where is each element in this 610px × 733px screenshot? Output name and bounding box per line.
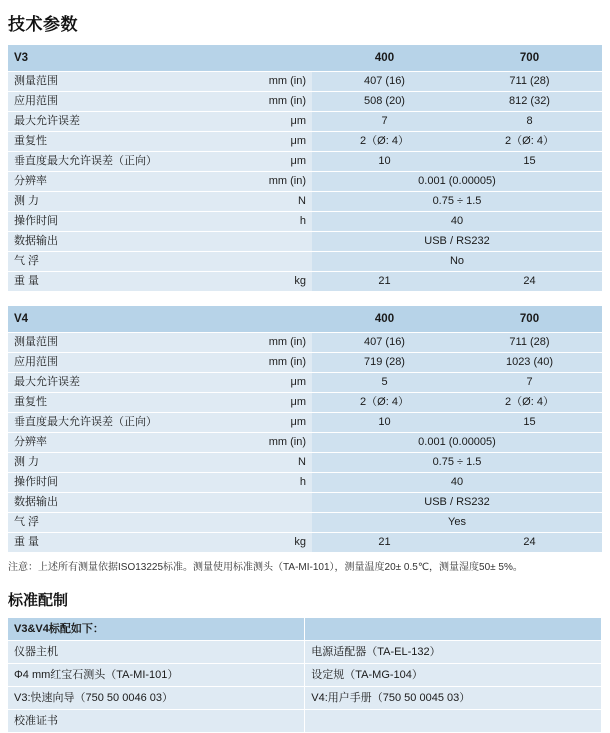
row-unit: μm — [236, 112, 312, 132]
table-row — [8, 132, 602, 152]
config-item-right: 电源适配器（TA-EL-132） — [305, 641, 602, 664]
spec-table-v3-head — [8, 45, 602, 72]
table-row — [8, 393, 602, 413]
table-row — [8, 493, 602, 513]
row-label: 测 力 — [8, 192, 236, 212]
row-unit: h — [236, 473, 312, 493]
model-400-header: 400 — [312, 45, 457, 72]
row-unit — [236, 252, 312, 272]
config-title: 标准配制 — [8, 592, 69, 609]
config-item-right — [305, 710, 602, 733]
row-unit: mm (in) — [236, 172, 312, 192]
row-value-700: 2（Ø: 4） — [457, 393, 602, 413]
table-row — [8, 333, 602, 353]
row-unit — [236, 493, 312, 513]
row-value-400: 10 — [312, 413, 457, 433]
table-row — [8, 92, 602, 112]
row-value-400: 21 — [312, 533, 457, 553]
config-item-left: Φ4 mm红宝石测头（TA-MI-101） — [8, 664, 305, 687]
row-unit — [236, 513, 312, 533]
row-value-400: 5 — [312, 373, 457, 393]
row-label: 重 量 — [8, 533, 236, 553]
row-value-700: 24 — [457, 533, 602, 553]
model-family-label: V4 — [8, 306, 236, 333]
table-row — [8, 252, 602, 272]
row-label: 垂直度最大允许误差（正向） — [8, 152, 236, 172]
table-row — [8, 272, 602, 292]
row-value-700: 24 — [457, 272, 602, 292]
row-unit: kg — [236, 272, 312, 292]
row-value-400: 2（Ø: 4） — [312, 393, 457, 413]
row-label: 垂直度最大允许误差（正向） — [8, 413, 236, 433]
spec-table-v3-body — [8, 72, 602, 292]
row-label: 最大允许误差 — [8, 112, 236, 132]
config-item-left: 校准证书 — [8, 710, 305, 733]
table-row — [8, 433, 602, 453]
row-label: 重复性 — [8, 393, 236, 413]
table-row — [8, 413, 602, 433]
config-row — [8, 687, 602, 710]
config-item-left: 仪器主机 — [8, 641, 305, 664]
row-unit: μm — [236, 393, 312, 413]
row-label: 最大允许误差 — [8, 373, 236, 393]
row-value-700: 711 (28) — [457, 333, 602, 353]
row-label: 测 力 — [8, 453, 236, 473]
row-value-700: 812 (32) — [457, 92, 602, 112]
document-page — [0, 10, 610, 733]
table-row — [8, 513, 602, 533]
unit-header — [236, 45, 312, 72]
table-spacer — [0, 292, 610, 306]
table-row — [8, 373, 602, 393]
row-unit: mm (in) — [236, 92, 312, 112]
spec-table-v4-head — [8, 306, 602, 333]
standard-configuration-body — [8, 618, 602, 733]
row-label: 气 浮 — [8, 252, 236, 272]
row-value-400: 7 — [312, 112, 457, 132]
row-value-400: 407 (16) — [312, 72, 457, 92]
row-value-700: 15 — [457, 152, 602, 172]
row-label: 气 浮 — [8, 513, 236, 533]
row-unit: h — [236, 212, 312, 232]
page-title: 技术参数 — [8, 15, 78, 34]
row-value-400: 21 — [312, 272, 457, 292]
row-value-combined: USB / RS232 — [312, 232, 602, 252]
model-400-header: 400 — [312, 306, 457, 333]
row-unit: mm (in) — [236, 72, 312, 92]
row-value-700: 711 (28) — [457, 72, 602, 92]
row-value-700: 8 — [457, 112, 602, 132]
config-header-row — [8, 618, 602, 641]
table-row — [8, 192, 602, 212]
row-value-700: 15 — [457, 413, 602, 433]
row-value-combined: 0.75 ÷ 1.5 — [312, 453, 602, 473]
table-header-row — [8, 45, 602, 72]
row-unit: mm (in) — [236, 333, 312, 353]
row-value-400: 10 — [312, 152, 457, 172]
table-row — [8, 112, 602, 132]
row-label: 应用范围 — [8, 92, 236, 112]
row-value-combined: 0.001 (0.00005) — [312, 433, 602, 453]
row-value-400: 719 (28) — [312, 353, 457, 373]
row-unit: μm — [236, 373, 312, 393]
row-value-combined: 40 — [312, 212, 602, 232]
config-row — [8, 710, 602, 733]
row-label: 重 量 — [8, 272, 236, 292]
row-label: 操作时间 — [8, 212, 236, 232]
config-item-right: 设定规（TA-MG-104） — [305, 664, 602, 687]
row-label: 应用范围 — [8, 353, 236, 373]
table-row — [8, 473, 602, 493]
table-row — [8, 212, 602, 232]
config-header-label: V3&V4标配如下： — [8, 618, 305, 641]
row-value-combined: No — [312, 252, 602, 272]
config-row — [8, 641, 602, 664]
spec-table-v4-body — [8, 333, 602, 553]
row-label: 重复性 — [8, 132, 236, 152]
model-700-header: 700 — [457, 45, 602, 72]
table-row — [8, 152, 602, 172]
config-item-left: V3:快速向导（750 50 0046 03） — [8, 687, 305, 710]
config-row — [8, 664, 602, 687]
spec-table-v3 — [8, 45, 602, 292]
table-row — [8, 353, 602, 373]
row-value-combined: 0.001 (0.00005) — [312, 172, 602, 192]
row-value-700: 7 — [457, 373, 602, 393]
config-header-right — [305, 618, 602, 641]
row-label: 分辨率 — [8, 172, 236, 192]
row-unit: mm (in) — [236, 433, 312, 453]
row-value-400: 407 (16) — [312, 333, 457, 353]
row-value-700: 1023 (40) — [457, 353, 602, 373]
model-700-header: 700 — [457, 306, 602, 333]
row-label: 操作时间 — [8, 473, 236, 493]
footnote: 注意：上述所有测量依据ISO13225标准。测量使用标准测头（TA-MI-101），测量温度20± 0.5℃，测量湿度50± 5%。 — [8, 562, 523, 573]
row-unit: kg — [236, 533, 312, 553]
row-unit: μm — [236, 152, 312, 172]
row-label: 分辨率 — [8, 433, 236, 453]
row-label: 测量范围 — [8, 72, 236, 92]
row-unit: N — [236, 192, 312, 212]
table-row — [8, 232, 602, 252]
row-value-combined: 0.75 ÷ 1.5 — [312, 192, 602, 212]
row-value-combined: USB / RS232 — [312, 493, 602, 513]
row-value-combined: Yes — [312, 513, 602, 533]
table-row — [8, 533, 602, 553]
unit-header — [236, 306, 312, 333]
row-value-700: 2（Ø: 4） — [457, 132, 602, 152]
row-unit — [236, 232, 312, 252]
row-label: 数据输出 — [8, 493, 236, 513]
row-label: 测量范围 — [8, 333, 236, 353]
row-unit: μm — [236, 413, 312, 433]
row-value-400: 508 (20) — [312, 92, 457, 112]
table-row — [8, 453, 602, 473]
table-row — [8, 172, 602, 192]
row-unit: mm (in) — [236, 353, 312, 373]
row-value-combined: 40 — [312, 473, 602, 493]
row-unit: N — [236, 453, 312, 473]
table-header-row — [8, 306, 602, 333]
standard-configuration-table — [8, 618, 602, 733]
table-row — [8, 72, 602, 92]
model-family-label: V3 — [8, 45, 236, 72]
row-unit: μm — [236, 132, 312, 152]
config-item-right: V4:用户手册（750 50 0045 03） — [305, 687, 602, 710]
row-value-400: 2（Ø: 4） — [312, 132, 457, 152]
row-label: 数据输出 — [8, 232, 236, 252]
spec-table-v4 — [8, 306, 602, 553]
